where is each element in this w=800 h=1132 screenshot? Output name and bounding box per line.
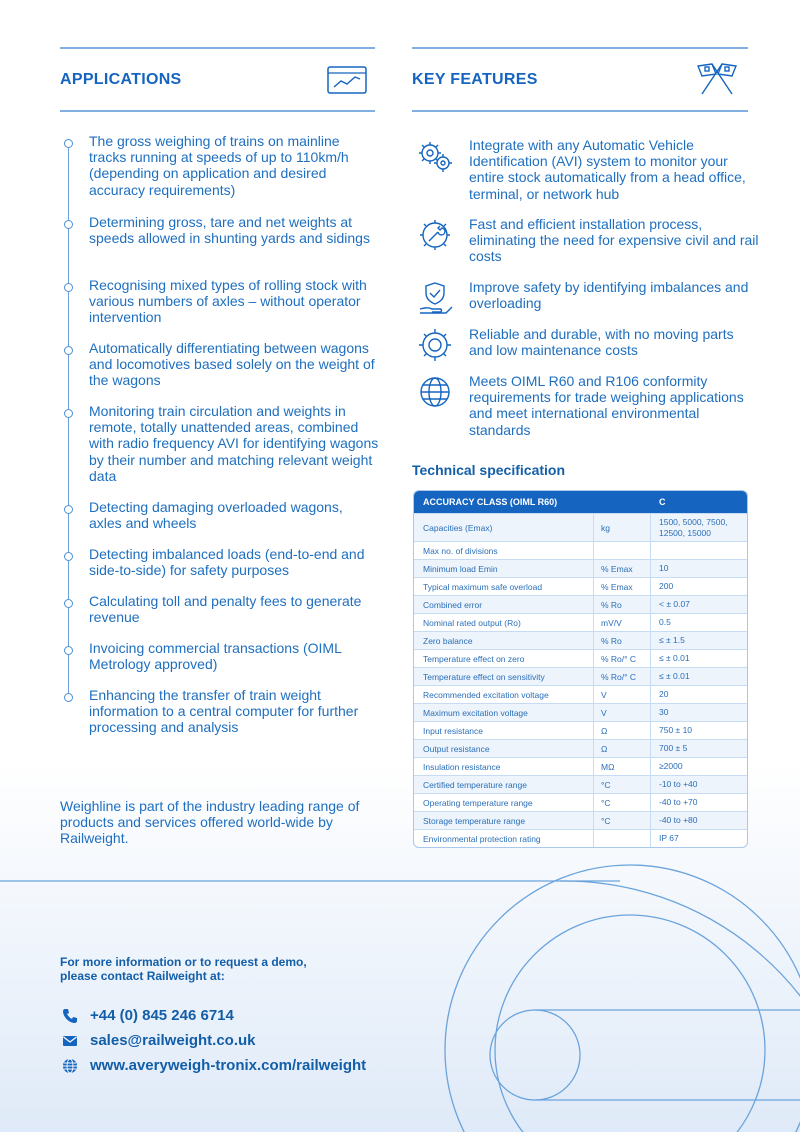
table-cell: °C xyxy=(594,794,651,811)
contact-phone[interactable]: +44 (0) 845 246 6714 xyxy=(62,1007,234,1024)
table-cell: MΩ xyxy=(594,758,651,775)
contact-intro: For more information or to request a demo, please contact Railweight at: xyxy=(60,955,307,983)
table-cell: Ω xyxy=(594,740,651,757)
gears-icon xyxy=(416,137,454,175)
table-cell: 700 ± 5 xyxy=(659,743,688,753)
table-row xyxy=(414,559,747,577)
table-cell: < ± 0.07 xyxy=(659,599,690,609)
table-cell: ≤ ± 0.01 xyxy=(659,671,690,681)
table-row xyxy=(414,541,747,559)
table-row xyxy=(414,513,747,541)
table-row xyxy=(414,613,747,631)
table-cell: -40 to +70 xyxy=(659,797,698,807)
table-body xyxy=(414,513,747,847)
intro-paragraph: Weighline is part of the industry leading range of products and services offered world-wide by Railweight. xyxy=(60,798,360,847)
table-cell: 0.5 xyxy=(659,617,671,627)
table-cell: Environmental protection rating xyxy=(414,830,594,847)
table-row xyxy=(414,739,747,757)
table-cell: Maximum excitation voltage xyxy=(414,704,594,721)
table-cell: ≥2000 xyxy=(659,761,683,771)
table-cell: Recommended excitation voltage xyxy=(414,686,594,703)
bullet-icon xyxy=(64,693,73,702)
bullet-icon xyxy=(64,283,73,292)
table-cell: Operating temperature range xyxy=(414,794,594,811)
table-cell: ≤ ± 0.01 xyxy=(659,653,690,663)
spec-title: Technical specification xyxy=(412,462,566,478)
table-cell xyxy=(594,542,651,559)
table-cell: % Ro xyxy=(594,632,651,649)
globe-icon xyxy=(416,373,454,411)
phone-icon xyxy=(62,1008,78,1024)
contact-email[interactable]: sales@railweight.co.uk xyxy=(62,1032,256,1049)
table-row xyxy=(414,721,747,739)
table-cell: Storage temperature range xyxy=(414,812,594,829)
table-cell: 750 ± 10 xyxy=(659,725,693,735)
table-row xyxy=(414,793,747,811)
table-row xyxy=(414,595,747,613)
chart-screen-icon xyxy=(327,66,367,94)
table-cell: Zero balance xyxy=(414,632,594,649)
features-rule-top xyxy=(412,47,748,49)
table-row xyxy=(414,577,747,595)
table-row xyxy=(414,631,747,649)
table-header: ACCURACY CLASS (OIML R60) C xyxy=(414,491,747,513)
table-cell: Capacities (Emax) xyxy=(414,514,594,541)
table-row xyxy=(414,703,747,721)
table-cell: Input resistance xyxy=(414,722,594,739)
email-icon xyxy=(62,1033,78,1049)
table-cell: Output resistance xyxy=(414,740,594,757)
table-cell: % Ro/° C xyxy=(594,650,651,667)
bullet-icon xyxy=(64,346,73,355)
table-cell: % Emax xyxy=(594,560,651,577)
gear-check-icon xyxy=(416,326,454,364)
table-cell: -40 to +80 xyxy=(659,815,698,825)
table-cell: -10 to +40 xyxy=(659,779,698,789)
table-cell: V xyxy=(594,686,651,703)
table-cell: 30 xyxy=(659,707,669,717)
table-cell: 10 xyxy=(659,563,669,573)
table-cell: % Emax xyxy=(594,578,651,595)
applications-rule-bottom xyxy=(60,110,375,112)
features-rule-bottom xyxy=(412,110,748,112)
table-cell: Minimum load Emin xyxy=(414,560,594,577)
table-cell: Ω xyxy=(594,722,651,739)
table-cell: Max no. of divisions xyxy=(414,542,594,559)
table-cell: ≤ ± 1.5 xyxy=(659,635,685,645)
table-cell: % Ro xyxy=(594,596,651,613)
table-cell: Nominal rated output (Ro) xyxy=(414,614,594,631)
table-cell: Typical maximum safe overload xyxy=(414,578,594,595)
table-row xyxy=(414,829,747,847)
applications-heading: APPLICATIONS xyxy=(60,71,182,88)
table-cell xyxy=(594,830,651,847)
table-row xyxy=(414,667,747,685)
table-cell: mV/V xyxy=(594,614,651,631)
table-cell: V xyxy=(594,704,651,721)
table-cell: Certified temperature range xyxy=(414,776,594,793)
table-cell: °C xyxy=(594,812,651,829)
crossed-flags-icon xyxy=(692,60,742,96)
bullet-icon xyxy=(64,505,73,514)
table-cell: Insulation resistance xyxy=(414,758,594,775)
table-cell: Temperature effect on zero xyxy=(414,650,594,667)
table-cell: 20 xyxy=(659,689,669,699)
table-cell: % Ro/° C xyxy=(594,668,651,685)
bullet-icon xyxy=(64,409,73,418)
table-cell: Temperature effect on sensitivity xyxy=(414,668,594,685)
hand-shield-icon xyxy=(416,279,454,317)
spec-table xyxy=(413,490,748,848)
table-cell: 1500, 5000, 7500, 12500, 15000 xyxy=(659,516,728,538)
bullet-icon xyxy=(64,552,73,561)
table-row xyxy=(414,685,747,703)
bullet-icon xyxy=(64,646,73,655)
applications-rule-top xyxy=(60,47,375,49)
contact-web[interactable]: www.averyweigh-tronix.com/railweight xyxy=(62,1057,366,1074)
bullet-icon xyxy=(64,139,73,148)
table-cell: kg xyxy=(594,514,651,541)
table-row xyxy=(414,811,747,829)
bullet-icon xyxy=(64,220,73,229)
table-cell: 200 xyxy=(659,581,674,591)
table-row xyxy=(414,649,747,667)
table-cell: IP 67 xyxy=(659,833,679,843)
table-row xyxy=(414,757,747,775)
gear-wrench-icon xyxy=(416,216,454,254)
bullet-icon xyxy=(64,599,73,608)
table-cell: Combined error xyxy=(414,596,594,613)
globe-icon xyxy=(62,1058,78,1074)
table-cell: °C xyxy=(594,776,651,793)
features-heading: KEY FEATURES xyxy=(412,71,538,88)
table-row xyxy=(414,775,747,793)
